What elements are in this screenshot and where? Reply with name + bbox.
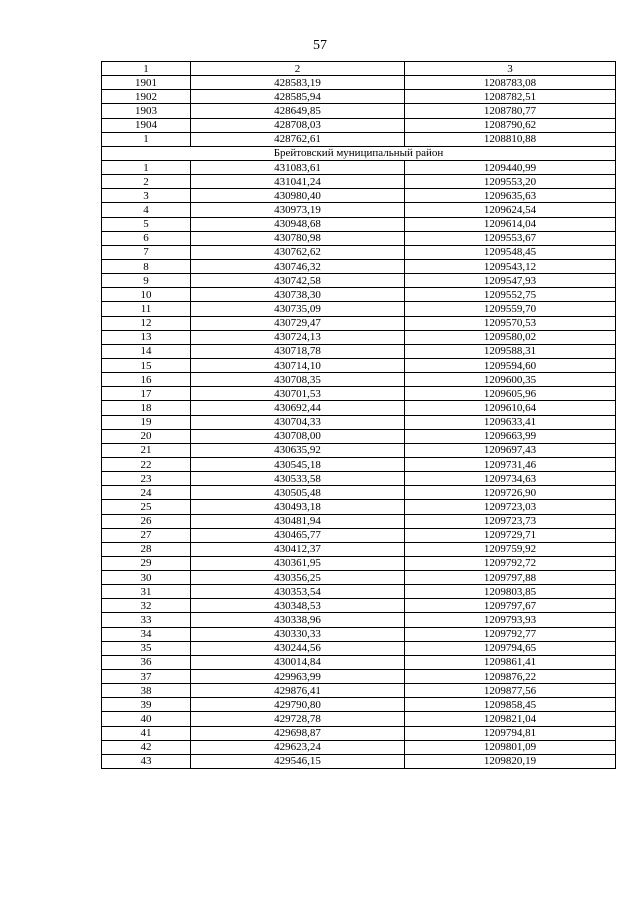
point-number-cell: 26 bbox=[102, 514, 191, 528]
table-row bbox=[102, 514, 616, 528]
x-coordinate-cell: 430762,62 bbox=[191, 245, 405, 259]
table-row bbox=[102, 613, 616, 627]
table-row bbox=[102, 76, 616, 90]
point-number-cell: 35 bbox=[102, 641, 191, 655]
table-row bbox=[102, 528, 616, 542]
point-number-cell: 15 bbox=[102, 358, 191, 372]
y-coordinate-cell: 1209858,45 bbox=[405, 698, 616, 712]
x-coordinate-cell: 430718,78 bbox=[191, 344, 405, 358]
y-coordinate-cell: 1209726,90 bbox=[405, 486, 616, 500]
table-row bbox=[102, 373, 616, 387]
table-row bbox=[102, 627, 616, 641]
y-coordinate-cell: 1209605,96 bbox=[405, 387, 616, 401]
table-row bbox=[102, 486, 616, 500]
x-coordinate-cell: 430714,10 bbox=[191, 358, 405, 372]
table-row bbox=[102, 302, 616, 316]
x-coordinate-cell: 431083,61 bbox=[191, 160, 405, 174]
y-coordinate-cell: 1209610,64 bbox=[405, 401, 616, 415]
y-coordinate-cell: 1209548,45 bbox=[405, 245, 616, 259]
point-number-cell: 41 bbox=[102, 726, 191, 740]
table-row bbox=[102, 203, 616, 217]
y-coordinate-cell: 1208783,08 bbox=[405, 76, 616, 90]
point-number-cell: 24 bbox=[102, 486, 191, 500]
point-number-cell: 39 bbox=[102, 698, 191, 712]
table-row bbox=[102, 330, 616, 344]
y-coordinate-cell: 1208782,51 bbox=[405, 90, 616, 104]
x-coordinate-cell: 430735,09 bbox=[191, 302, 405, 316]
x-coordinate-cell: 428708,03 bbox=[191, 118, 405, 132]
y-coordinate-cell: 1209547,93 bbox=[405, 274, 616, 288]
table-row bbox=[102, 316, 616, 330]
point-number-cell: 37 bbox=[102, 670, 191, 684]
y-coordinate-cell: 1209543,12 bbox=[405, 259, 616, 273]
table-row bbox=[102, 387, 616, 401]
y-coordinate-cell: 1208790,62 bbox=[405, 118, 616, 132]
x-coordinate-cell: 428583,19 bbox=[191, 76, 405, 90]
y-coordinate-cell: 1209793,93 bbox=[405, 613, 616, 627]
y-coordinate-cell: 1209553,67 bbox=[405, 231, 616, 245]
section-row bbox=[102, 146, 616, 160]
point-number-cell: 19 bbox=[102, 415, 191, 429]
y-coordinate-cell: 1209588,31 bbox=[405, 344, 616, 358]
x-coordinate-cell: 430724,13 bbox=[191, 330, 405, 344]
y-coordinate-cell: 1209697,43 bbox=[405, 443, 616, 457]
y-coordinate-cell: 1209792,77 bbox=[405, 627, 616, 641]
table-row bbox=[102, 571, 616, 585]
x-coordinate-cell: 430704,33 bbox=[191, 415, 405, 429]
point-number-cell: 1 bbox=[102, 132, 191, 146]
point-number-cell: 28 bbox=[102, 542, 191, 556]
y-coordinate-cell: 1209559,70 bbox=[405, 302, 616, 316]
x-coordinate-cell: 430780,98 bbox=[191, 231, 405, 245]
point-number-cell: 20 bbox=[102, 429, 191, 443]
x-coordinate-cell: 428762,61 bbox=[191, 132, 405, 146]
x-coordinate-cell: 431041,24 bbox=[191, 175, 405, 189]
point-number-cell: 27 bbox=[102, 528, 191, 542]
x-coordinate-cell: 428585,94 bbox=[191, 90, 405, 104]
y-coordinate-cell: 1209570,53 bbox=[405, 316, 616, 330]
x-coordinate-cell: 429728,78 bbox=[191, 712, 405, 726]
coordinates-table-body bbox=[102, 62, 616, 769]
x-coordinate-cell: 429876,41 bbox=[191, 684, 405, 698]
point-number-cell: 32 bbox=[102, 599, 191, 613]
x-coordinate-cell: 430948,68 bbox=[191, 217, 405, 231]
x-coordinate-cell: 428649,85 bbox=[191, 104, 405, 118]
y-coordinate-cell: 1209600,35 bbox=[405, 373, 616, 387]
point-number-cell: 1 bbox=[102, 160, 191, 174]
x-coordinate-cell: 429963,99 bbox=[191, 670, 405, 684]
point-number-cell: 2 bbox=[102, 175, 191, 189]
x-coordinate-cell: 430701,53 bbox=[191, 387, 405, 401]
x-coordinate-cell: 429623,24 bbox=[191, 740, 405, 754]
x-coordinate-cell: 430505,48 bbox=[191, 486, 405, 500]
x-coordinate-cell: 430738,30 bbox=[191, 288, 405, 302]
y-coordinate-cell: 1209723,03 bbox=[405, 500, 616, 514]
y-coordinate-cell: 1209624,54 bbox=[405, 203, 616, 217]
point-number-cell: 31 bbox=[102, 585, 191, 599]
y-coordinate-cell: 1209633,41 bbox=[405, 415, 616, 429]
point-number-cell: 29 bbox=[102, 556, 191, 570]
table-row bbox=[102, 655, 616, 669]
point-number-cell: 22 bbox=[102, 457, 191, 471]
y-coordinate-cell: 1208780,77 bbox=[405, 104, 616, 118]
x-coordinate-cell: 430356,25 bbox=[191, 571, 405, 585]
point-number-cell: 42 bbox=[102, 740, 191, 754]
x-coordinate-cell: 430708,35 bbox=[191, 373, 405, 387]
table-row bbox=[102, 599, 616, 613]
x-coordinate-cell: 430361,95 bbox=[191, 556, 405, 570]
table-row bbox=[102, 500, 616, 514]
point-number-cell: 21 bbox=[102, 443, 191, 457]
table-row bbox=[102, 429, 616, 443]
table-row bbox=[102, 358, 616, 372]
point-number-cell: 12 bbox=[102, 316, 191, 330]
x-coordinate-cell: 430635,92 bbox=[191, 443, 405, 457]
x-coordinate-cell: 430533,58 bbox=[191, 472, 405, 486]
table-row bbox=[102, 118, 616, 132]
point-number-cell: 6 bbox=[102, 231, 191, 245]
section-title: Брейтовский муниципальный район bbox=[102, 146, 616, 160]
y-coordinate-cell: 1209759,92 bbox=[405, 542, 616, 556]
table-row bbox=[102, 344, 616, 358]
table-row bbox=[102, 726, 616, 740]
point-number-cell: 25 bbox=[102, 500, 191, 514]
table-row bbox=[102, 160, 616, 174]
coordinates-table bbox=[101, 61, 616, 769]
x-coordinate-cell: 430708,00 bbox=[191, 429, 405, 443]
table-row bbox=[102, 670, 616, 684]
point-number-cell: 17 bbox=[102, 387, 191, 401]
page-number: 57 bbox=[313, 38, 327, 53]
x-coordinate-cell: 429546,15 bbox=[191, 754, 405, 768]
y-coordinate-cell: 1209861,41 bbox=[405, 655, 616, 669]
table-row bbox=[102, 641, 616, 655]
table-row bbox=[102, 585, 616, 599]
y-coordinate-cell: 1209877,56 bbox=[405, 684, 616, 698]
point-number-cell: 14 bbox=[102, 344, 191, 358]
x-coordinate-cell: 430746,32 bbox=[191, 259, 405, 273]
table-row bbox=[102, 231, 616, 245]
table-row bbox=[102, 217, 616, 231]
x-coordinate-cell: 430980,40 bbox=[191, 189, 405, 203]
x-coordinate-cell: 430973,19 bbox=[191, 203, 405, 217]
point-number-cell: 18 bbox=[102, 401, 191, 415]
y-coordinate-cell: 1208810,88 bbox=[405, 132, 616, 146]
x-coordinate-cell: 430465,77 bbox=[191, 528, 405, 542]
header-row bbox=[102, 62, 616, 76]
point-number-cell: 11 bbox=[102, 302, 191, 316]
point-number-cell: 1902 bbox=[102, 90, 191, 104]
y-coordinate-cell: 1209553,20 bbox=[405, 175, 616, 189]
table-row bbox=[102, 556, 616, 570]
point-number-cell: 36 bbox=[102, 655, 191, 669]
y-coordinate-cell: 1209876,22 bbox=[405, 670, 616, 684]
point-number-cell: 40 bbox=[102, 712, 191, 726]
y-coordinate-cell: 1209614,04 bbox=[405, 217, 616, 231]
point-number-cell: 3 bbox=[102, 189, 191, 203]
y-coordinate-cell: 1209663,99 bbox=[405, 429, 616, 443]
point-number-cell: 33 bbox=[102, 613, 191, 627]
point-number-cell: 4 bbox=[102, 203, 191, 217]
point-number-cell: 38 bbox=[102, 684, 191, 698]
y-coordinate-cell: 1209803,85 bbox=[405, 585, 616, 599]
table-row bbox=[102, 472, 616, 486]
y-coordinate-cell: 1209440,99 bbox=[405, 160, 616, 174]
table-row bbox=[102, 288, 616, 302]
y-coordinate-cell: 1209797,67 bbox=[405, 599, 616, 613]
point-number-cell: 9 bbox=[102, 274, 191, 288]
x-coordinate-cell: 430353,54 bbox=[191, 585, 405, 599]
y-coordinate-cell: 1209797,88 bbox=[405, 571, 616, 585]
point-number-cell: 1903 bbox=[102, 104, 191, 118]
table-row bbox=[102, 189, 616, 203]
table-row bbox=[102, 415, 616, 429]
x-coordinate-cell: 430692,44 bbox=[191, 401, 405, 415]
table-row bbox=[102, 175, 616, 189]
x-coordinate-cell: 430742,58 bbox=[191, 274, 405, 288]
y-coordinate-cell: 1209729,71 bbox=[405, 528, 616, 542]
point-number-cell: 5 bbox=[102, 217, 191, 231]
y-coordinate-cell: 1209731,46 bbox=[405, 457, 616, 471]
column-header: 1 bbox=[102, 62, 191, 76]
point-number-cell: 8 bbox=[102, 259, 191, 273]
point-number-cell: 1904 bbox=[102, 118, 191, 132]
x-coordinate-cell: 430244,56 bbox=[191, 641, 405, 655]
point-number-cell: 23 bbox=[102, 472, 191, 486]
x-coordinate-cell: 429698,87 bbox=[191, 726, 405, 740]
table-row bbox=[102, 712, 616, 726]
table-row bbox=[102, 740, 616, 754]
y-coordinate-cell: 1209552,75 bbox=[405, 288, 616, 302]
y-coordinate-cell: 1209635,63 bbox=[405, 189, 616, 203]
y-coordinate-cell: 1209821,04 bbox=[405, 712, 616, 726]
table-row bbox=[102, 259, 616, 273]
table-row bbox=[102, 274, 616, 288]
table-row bbox=[102, 698, 616, 712]
table-row bbox=[102, 684, 616, 698]
table-row bbox=[102, 457, 616, 471]
x-coordinate-cell: 430348,53 bbox=[191, 599, 405, 613]
point-number-cell: 13 bbox=[102, 330, 191, 344]
table-row bbox=[102, 245, 616, 259]
x-coordinate-cell: 430338,96 bbox=[191, 613, 405, 627]
table-row bbox=[102, 754, 616, 768]
table-row bbox=[102, 132, 616, 146]
x-coordinate-cell: 430014,84 bbox=[191, 655, 405, 669]
point-number-cell: 10 bbox=[102, 288, 191, 302]
column-header: 2 bbox=[191, 62, 405, 76]
x-coordinate-cell: 430481,94 bbox=[191, 514, 405, 528]
point-number-cell: 34 bbox=[102, 627, 191, 641]
y-coordinate-cell: 1209723,73 bbox=[405, 514, 616, 528]
point-number-cell: 43 bbox=[102, 754, 191, 768]
x-coordinate-cell: 430545,18 bbox=[191, 457, 405, 471]
y-coordinate-cell: 1209794,81 bbox=[405, 726, 616, 740]
table-row bbox=[102, 401, 616, 415]
point-number-cell: 30 bbox=[102, 571, 191, 585]
x-coordinate-cell: 430493,18 bbox=[191, 500, 405, 514]
y-coordinate-cell: 1209594,60 bbox=[405, 358, 616, 372]
point-number-cell: 16 bbox=[102, 373, 191, 387]
table-row bbox=[102, 542, 616, 556]
point-number-cell: 7 bbox=[102, 245, 191, 259]
y-coordinate-cell: 1209792,72 bbox=[405, 556, 616, 570]
x-coordinate-cell: 430412,37 bbox=[191, 542, 405, 556]
x-coordinate-cell: 429790,80 bbox=[191, 698, 405, 712]
y-coordinate-cell: 1209820,19 bbox=[405, 754, 616, 768]
y-coordinate-cell: 1209794,65 bbox=[405, 641, 616, 655]
y-coordinate-cell: 1209580,02 bbox=[405, 330, 616, 344]
table-row bbox=[102, 443, 616, 457]
column-header: 3 bbox=[405, 62, 616, 76]
x-coordinate-cell: 430729,47 bbox=[191, 316, 405, 330]
table-row bbox=[102, 90, 616, 104]
y-coordinate-cell: 1209801,09 bbox=[405, 740, 616, 754]
table-row bbox=[102, 104, 616, 118]
x-coordinate-cell: 430330,33 bbox=[191, 627, 405, 641]
point-number-cell: 1901 bbox=[102, 76, 191, 90]
y-coordinate-cell: 1209734,63 bbox=[405, 472, 616, 486]
